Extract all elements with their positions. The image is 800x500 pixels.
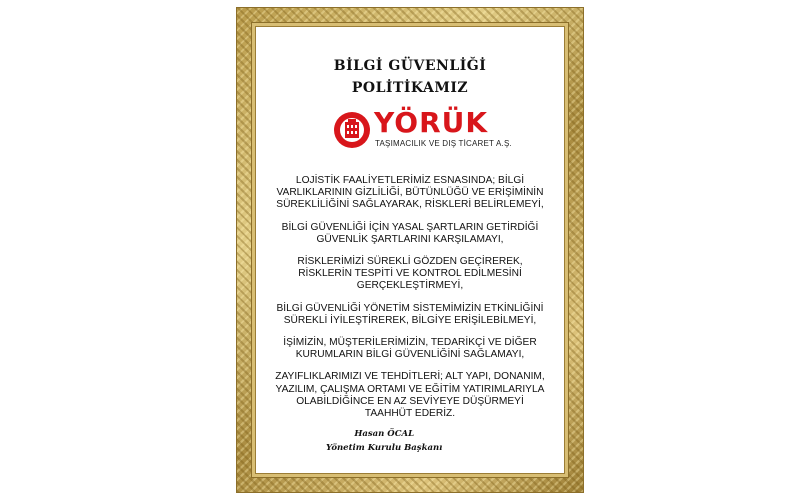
certificate-paper [255,26,565,474]
company-logo [332,106,532,154]
policy-paragraph: BİLGİ GÜVENLİĞİ İÇİN YASAL ŞARTLARIN GETİRDİĞİ GÜVENLİK ŞARTLARINI KARŞILAMAYI, [281,221,539,245]
certificate-frame [236,7,584,493]
policy-paragraph: LOJİSTİK FAALİYETLERİMİZ ESNASINDA; BİLGİ VARLIKLARININ GİZLİLİĞİ, BÜTÜNLÜĞÜ VE ERİŞİMİNİN SÜREKLİLİĞİNİ SAĞLAYARAK, RİSKLERİ BELİRLEMEYİ, [276,175,544,211]
policy-paragraph: RİSKLERİMİZİ SÜREKLİ GÖZDEN GEÇİREREK, RİSKLERİN TESPİTİ VE KONTROL EDİLMESİNİ GERÇEKLEŞTİRMEYİ, [297,256,523,292]
policy-paragraph: ZAYIFLIKLARIMIZI VE TEHDİTLERİ; ALT YAPI, DONANIM, YAZILIM, ÇALIŞMA ORTAMI VE EĞİTİM YATIRIMLARIYLA OLABİLDİĞİNCE EN AZ SEVİYEYE DÜŞÜRMEYİ TAAHHÜT EDERİZ. [275,371,545,420]
signature-block [326,427,442,455]
signatory-role: Yönetim Kurulu Başkanı [326,443,443,453]
policy-paragraph: BİLGİ GÜVENLİĞİ YÖNETİM SİSTEMİMİZİN ETKİNLİĞİNİ SÜREKLİ İYİLEŞTİREREK, BİLGİYE ERİŞİLEBİLMEYİ, [276,302,544,326]
logo-company-subtitle: TAŞIMACILIK VE DIŞ TİCARET A.Ş. [375,139,512,148]
document-title-line2: POLİTİKAMIZ [351,80,469,96]
logo-badge-icon [332,110,372,150]
logo-company-name: YÖRÜK [374,106,489,139]
document-title-line1: BİLGİ GÜVENLİĞİ [333,58,487,74]
signatory-name: Hasan ÖCAL [354,429,415,439]
policy-body [270,175,550,430]
policy-paragraph: İŞİMİZİN, MÜŞTERİLERİMİZİN, TEDARİKÇİ VE DİĞER KURUMLARIN BİLGİ GÜVENLİĞİNİ SAĞLAMAYI, [283,337,537,361]
